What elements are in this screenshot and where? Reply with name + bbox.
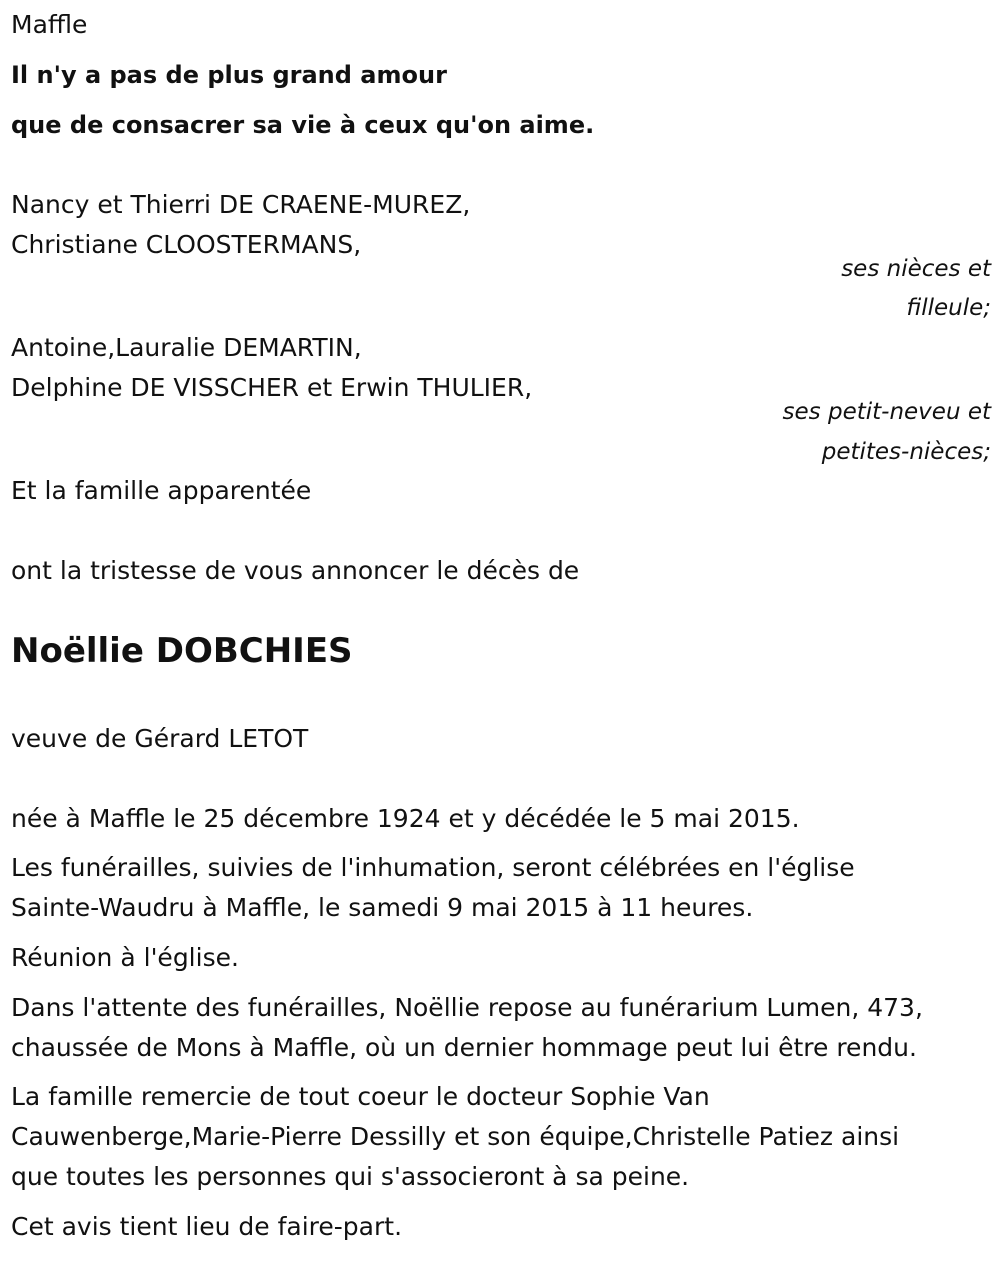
family-group2-line2: Delphine DE VISSCHER et Erwin THULIER, <box>11 373 533 402</box>
family-group2-line1: Antoine,Lauralie DEMARTIN, <box>11 333 362 362</box>
repose-line-2: chaussée de Mons à Maffle, où un dernier hommage peut lui être rendu. <box>11 1033 917 1062</box>
family-group1-relation1: ses nièces et <box>841 256 991 282</box>
birth-death-text: née à Maffle le 25 décembre 1924 et y décédée le 5 mai 2015. <box>11 804 800 833</box>
quote-line-1: Il n'y a pas de plus grand amour <box>11 61 447 89</box>
closing-text: Cet avis tient lieu de faire-part. <box>11 1212 403 1241</box>
family-extended: Et la famille apparentée <box>11 476 312 505</box>
thanks-line-1: La famille remercie de tout coeur le docteur Sophie Van <box>11 1082 710 1111</box>
deceased-name: Noëllie DOBCHIES <box>11 631 353 671</box>
funeral-line-1: Les funérailles, suivies de l'inhumation, seront célébrées en l'église <box>11 853 855 882</box>
family-group1-line2: Christiane CLOOSTERMANS, <box>11 230 362 259</box>
thanks-line-3: que toutes les personnes qui s'associeront à sa peine. <box>11 1162 690 1191</box>
family-group1-relation2: filleule; <box>906 295 991 321</box>
thanks-line-2: Cauwenberge,Marie-Pierre Dessilly et son équipe,Christelle Patiez ainsi <box>11 1122 900 1151</box>
repose-line-1: Dans l'attente des funérailles, Noëllie repose au funérarium Lumen, 473, <box>11 993 923 1022</box>
location-header: Maffle <box>11 10 88 39</box>
quote-line-2: que de consacrer sa vie à ceux qu'on aime. <box>11 111 595 139</box>
family-group2-relation1: ses petit-neveu et <box>782 399 991 425</box>
funeral-line-2: Sainte-Waudru à Maffle, le samedi 9 mai 2015 à 11 heures. <box>11 893 754 922</box>
meeting-text: Réunion à l'église. <box>11 943 239 972</box>
family-group1-line1: Nancy et Thierri DE CRAENE-MUREZ, <box>11 190 471 219</box>
announcement-text: ont la tristesse de vous annoncer le décès de <box>11 556 580 585</box>
deceased-spouse: veuve de Gérard LETOT <box>11 724 309 753</box>
family-group2-relation2: petites-nièces; <box>821 439 991 465</box>
